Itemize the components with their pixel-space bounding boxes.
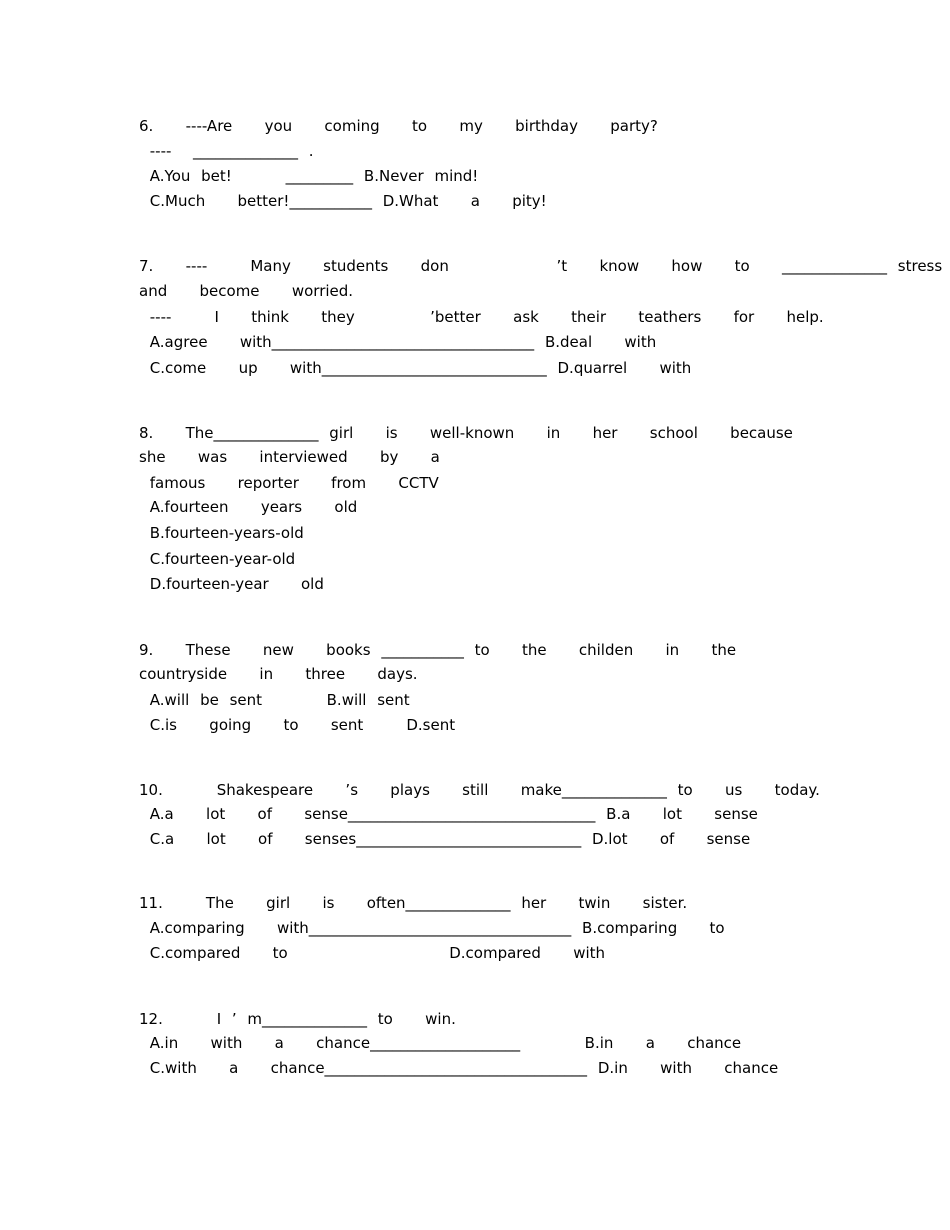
question-6-stem: 6. ----Are you coming to my birthday party? — [139, 117, 658, 135]
question-8-option-a: A.fourteen years old — [139, 498, 358, 516]
question-10-options-cd: C.a lot of senses______________________________ D.lot of sense — [139, 830, 751, 848]
question-6-response-line: ---- ______________ . — [139, 142, 314, 160]
question-9-options-ab: A.will be sent B.will sent — [139, 691, 410, 709]
question-10-options-ab: A.a lot of sense_________________________________ B.a lot sense — [139, 805, 758, 823]
question-6-options-ab: A.You bet! _________ B.Never mind! — [139, 167, 479, 185]
question-12-options-ab: A.in with a chance____________________ B.in a chance — [139, 1034, 742, 1052]
question-12-options-cd: C.with a chance___________________________________ D.in with chance — [139, 1059, 779, 1077]
question-7-response-line: ---- I think they ’better ask their teathers for help. — [139, 308, 824, 326]
question-9-stem-continued: countryside in three days. — [139, 665, 418, 683]
question-6-options-cd: C.Much better!___________ D.What a pity! — [139, 192, 547, 210]
question-8-option-d: D.fourteen-year old — [139, 575, 324, 593]
question-9-options-cd: C.is going to sent D.sent — [139, 716, 456, 734]
question-11-options-ab: A.comparing with___________________________________ B.comparing to — [139, 919, 725, 937]
question-8-option-c: C.fourteen-year-old — [139, 550, 296, 568]
question-7-stem: 7. ---- Many students don ’t know how to ______________ stress — [139, 257, 943, 275]
question-11-stem: 11. The girl is often______________ her twin sister. — [139, 894, 688, 912]
question-12-stem: 12. I ’ m______________ to win. — [139, 1010, 456, 1028]
question-7-options-cd: C.come up with______________________________ D.quarrel with — [139, 359, 692, 377]
question-11-options-cd: C.compared to D.compared with — [139, 944, 606, 962]
question-9-stem: 9. These new books ___________ to the childen in the — [139, 641, 737, 659]
question-8-stem-continued: she was interviewed by a — [139, 448, 440, 466]
question-8-stem: 8. The______________ girl is well-known in her school because — [139, 424, 793, 442]
question-8-option-b: B.fourteen-years-old — [139, 524, 304, 542]
question-10-stem: 10. Shakespeare ’s plays still make______________ to us today. — [139, 781, 820, 799]
question-7-stem-continued: and become worried. — [139, 282, 354, 300]
question-7-options-ab: A.agree with___________________________________ B.deal with — [139, 333, 657, 351]
question-8-stem-continued-2: famous reporter from CCTV — [139, 474, 439, 492]
